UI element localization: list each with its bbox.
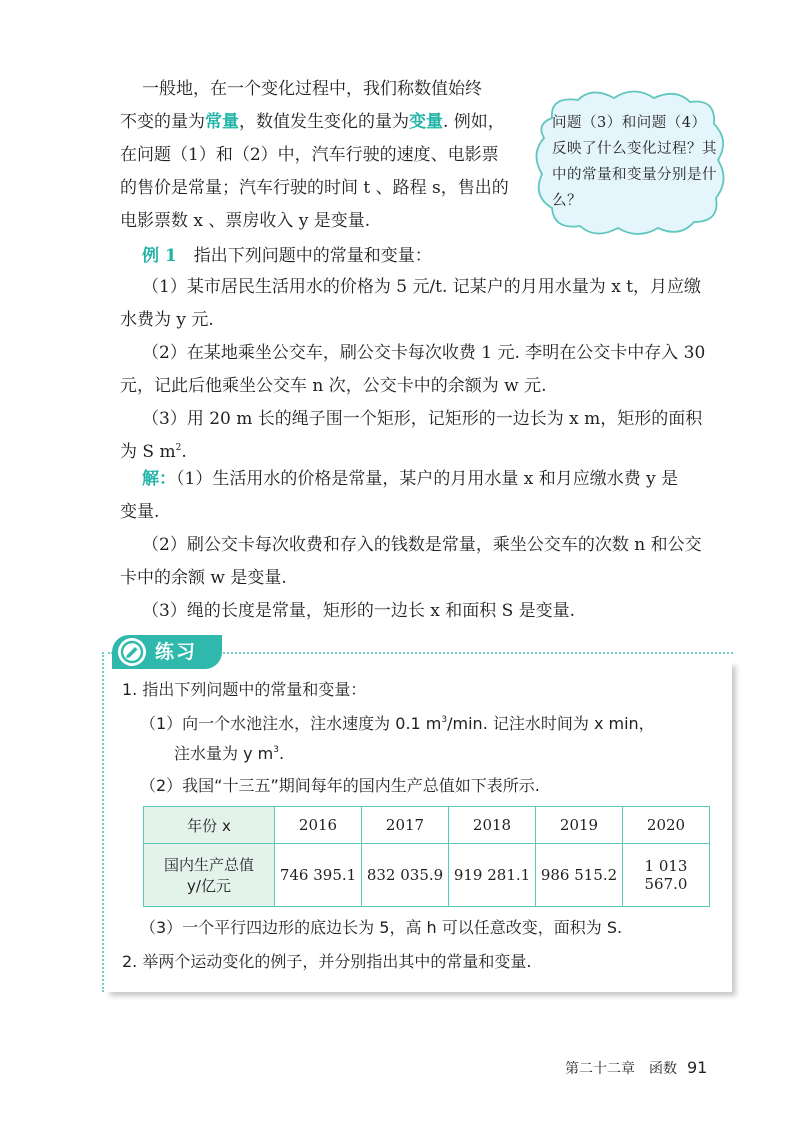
solution-1-line-1: 解：（1）生活用水的价格是常量，某户的月用水量 x 和月应缴水费 y 是	[142, 469, 679, 489]
example-item-1-line-2: 水费为 y 元.	[120, 310, 214, 330]
pencil-icon	[118, 638, 146, 666]
solution-3: （3）绳的长度是常量，矩形的一边长 x 和面积 S 是变量.	[142, 601, 576, 621]
solution-2-line-2: 卡中的余额 w 是变量.	[120, 568, 287, 588]
term-variable: 变量	[409, 112, 443, 132]
intro-line-4: 的售价是常量；汽车行驶的时间 t 、路程 s，售出的	[120, 178, 509, 198]
table-cell-gdp: 832 035.9	[362, 844, 449, 907]
table-cell-year: 2017	[362, 807, 449, 844]
practice-q1-1-line-2: 注水量为 y $m^3$.	[174, 744, 285, 763]
practice-dotted-left	[102, 652, 104, 992]
table-header-gdp: 国内生产总值 y/亿元	[144, 844, 275, 907]
practice-q1-3: （3）一个平行四边形的底边长为 5，高 h 可以任意改变，面积为 S.	[140, 918, 623, 937]
practice-title: 练习	[155, 641, 198, 663]
practice-q1-1-line-1: （1）向一个水池注水，注水速度为 0.1 $m^3/\min$. 记注水时间为 x min，	[140, 714, 655, 733]
example-item-1-line-1: （1）某市居民生活用水的价格为 5 元/t. 记某户的月用水量为 x t，月应缴	[142, 277, 702, 297]
table-cell-gdp: 986 515.2	[536, 844, 623, 907]
example-item-3-line-2: 为 S $m^2$.	[120, 442, 187, 462]
intro-line-1: 一般地，在一个变化过程中，我们称数值始终	[142, 79, 482, 99]
bubble-question: 问题（3）和问题（4）反映了什么变化过程？其中的常量和变量分别是什么？	[552, 115, 717, 209]
table-header-year: 年份 x	[144, 807, 275, 844]
page-number: 91	[687, 1058, 708, 1077]
solution-1-line-2: 变量.	[120, 502, 160, 522]
table-cell-year: 2020	[623, 807, 710, 844]
example-label: 例 1	[142, 246, 177, 266]
solution-label: 解：	[142, 469, 176, 489]
table-cell-year: 2018	[449, 807, 536, 844]
practice-q1-2: （2）我国“十三五”期间每年的国内生产总值如下表所示.	[140, 776, 540, 795]
intro-line-3: 在问题（1）和（2）中，汽车行驶的速度、电影票	[120, 145, 499, 165]
table-cell-gdp: 1 013 567.0	[623, 844, 710, 907]
example-item-2-line-1: （2）在某地乘坐公交车，刷公交卡每次收费 1 元. 李明在公交卡中存入 30	[142, 343, 706, 363]
table-cell-gdp: 919 281.1	[449, 844, 536, 907]
chapter-title: 第二十二章 函数	[565, 1061, 677, 1077]
gdp-table	[143, 806, 710, 907]
solution-2-line-1: （2）刷公交卡每次收费和存入的钱数是常量，乘坐公交车的次数 n 和公交	[142, 535, 702, 555]
intro-line-5: 电影票数 x 、票房收入 y 是变量.	[120, 211, 371, 231]
thought-bubble	[530, 88, 730, 238]
term-constant: 常量	[205, 112, 239, 132]
table-cell-year: 2019	[536, 807, 623, 844]
table-cell-gdp: 746 395.1	[275, 844, 362, 907]
practice-q2: 2. 举两个运动变化的例子，并分别指出其中的常量和变量.	[122, 952, 532, 971]
page-footer	[565, 1058, 707, 1078]
example-item-3-line-1: （3）用 20 m 长的绳子围一个矩形，记矩形的一边长为 x m，矩形的面积	[142, 409, 703, 429]
table-row	[144, 844, 710, 907]
table-row	[144, 807, 710, 844]
table-cell-year: 2016	[275, 807, 362, 844]
example-item-2-line-2: 元，记此后他乘坐公交车 n 次，公交卡中的余额为 w 元.	[120, 376, 547, 396]
example-heading: 例 1 指出下列问题中的常量和变量：	[142, 246, 432, 266]
intro-line-2: 不变的量为常量，数值发生变化的量为变量. 例如，	[120, 112, 505, 132]
practice-q1: 1. 指出下列问题中的常量和变量：	[122, 680, 367, 699]
